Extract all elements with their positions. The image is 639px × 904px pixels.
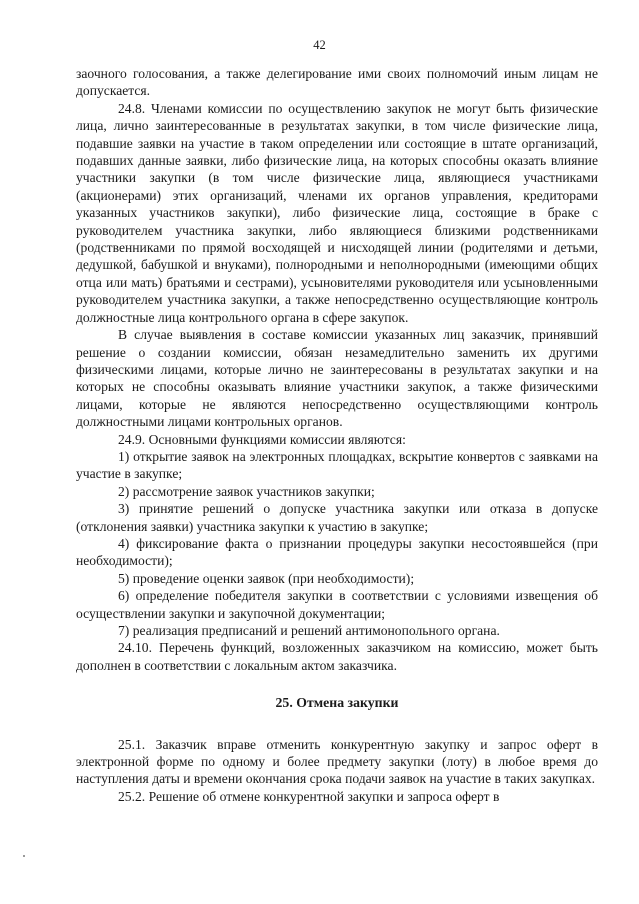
list-item-function-3: 3) принятие решений о допуске участника закупки или отказа в допуске (отклонения заявки) участника закупки к участию в закупке; (76, 501, 598, 534)
paragraph-24-8: 24.8. Членами комиссии по осуществлению закупок не могут быть физические лица, лично заинтересованные в результатах закупки, в том числе физические лица, подавшие заявки на участие в таком определении или состоящие в штате организаций, подавших данные заявки, либо физические лица, на которых способны оказать влияние участники закупки (в том числе физические лица, являющиеся участниками (акционерами) этих организаций, членами их органов управления, кредиторами указанных участников закупки), либо физические лица, состоящие в браке с руководителем участника закупки, либо являющиеся близкими родственниками (родственниками по прямой восходящей и нисходящей линии (родителями и детьми, дедушкой, бабушкой и внуками), полнородными и неполнородными (имеющими общих отца или мать) братьями и сестрами), усыновителями руководителя или усыновленными руководителем участника закупки, а также непосредственно осуществляющие контроль должностные лица контрольного органа в сфере закупок. (76, 100, 598, 325)
page-number: 42 (313, 38, 326, 52)
paragraph-commission-replacement: В случае выявления в составе комиссии указанных лиц заказчик, принявший решение о создании комиссии, обязан незамедлительно заменить их другими физическими лицами, которые лично не заинтересованы в результатах закупки и на которых не способны оказывать влияние участники закупок, а также физическими лицами, которые не являются непосредственно осуществляющими контроль должностными лицами контрольных органов. (76, 327, 598, 430)
paragraph-24-10: 24.10. Перечень функций, возложенных заказчиком на комиссию, может быть дополнен в соответствии с локальным актом заказчика. (76, 640, 598, 673)
paragraphs-after (76, 736, 598, 806)
list-item-function-7: 7) реализация предписаний и решений антимонопольного органа. (118, 623, 500, 638)
paragraph-continuation: заочного голосования, а также делегирование ими своих полномочий иным лицам не допускается. (76, 66, 598, 99)
list-item-function-5: 5) проведение оценки заявок (при необходимости); (118, 570, 415, 586)
list-item-function-1: 1) открытие заявок на электронных площадках, вскрытие конвертов с заявками на участие в закупке; (76, 448, 598, 482)
list-item-function-2: 2) рассмотрение заявок участников закупки; (118, 483, 375, 499)
list-item-function-6: 6) определение победителя закупки в соответствии с условиями извещения об осуществлении закупки и закупочной документации; (76, 588, 598, 621)
scan-speck (23, 855, 25, 857)
document-body (76, 65, 598, 805)
paragraph-24-9: 24.9. Основными функциями комиссии являются: (118, 431, 406, 447)
paragraph-25-2: 25.2. Решение об отмене конкурентной закупки и запроса оферт в (118, 788, 500, 804)
paragraph-25-1: 25.1. Заказчик вправе отменить конкурентную закупку и запрос оферт в электронной форме по одному и более предмету закупки (лоту) в любое время до наступления даты и времени окончания срока подачи заявок на участие в таких закупках. (76, 736, 598, 787)
section-heading: 25. Отмена закупки (275, 695, 399, 711)
paragraphs-before (76, 65, 598, 674)
list-item-function-4: 4) фиксирование факта о признании процедуры закупки несостоявшейся (при необходимости); (76, 535, 598, 569)
